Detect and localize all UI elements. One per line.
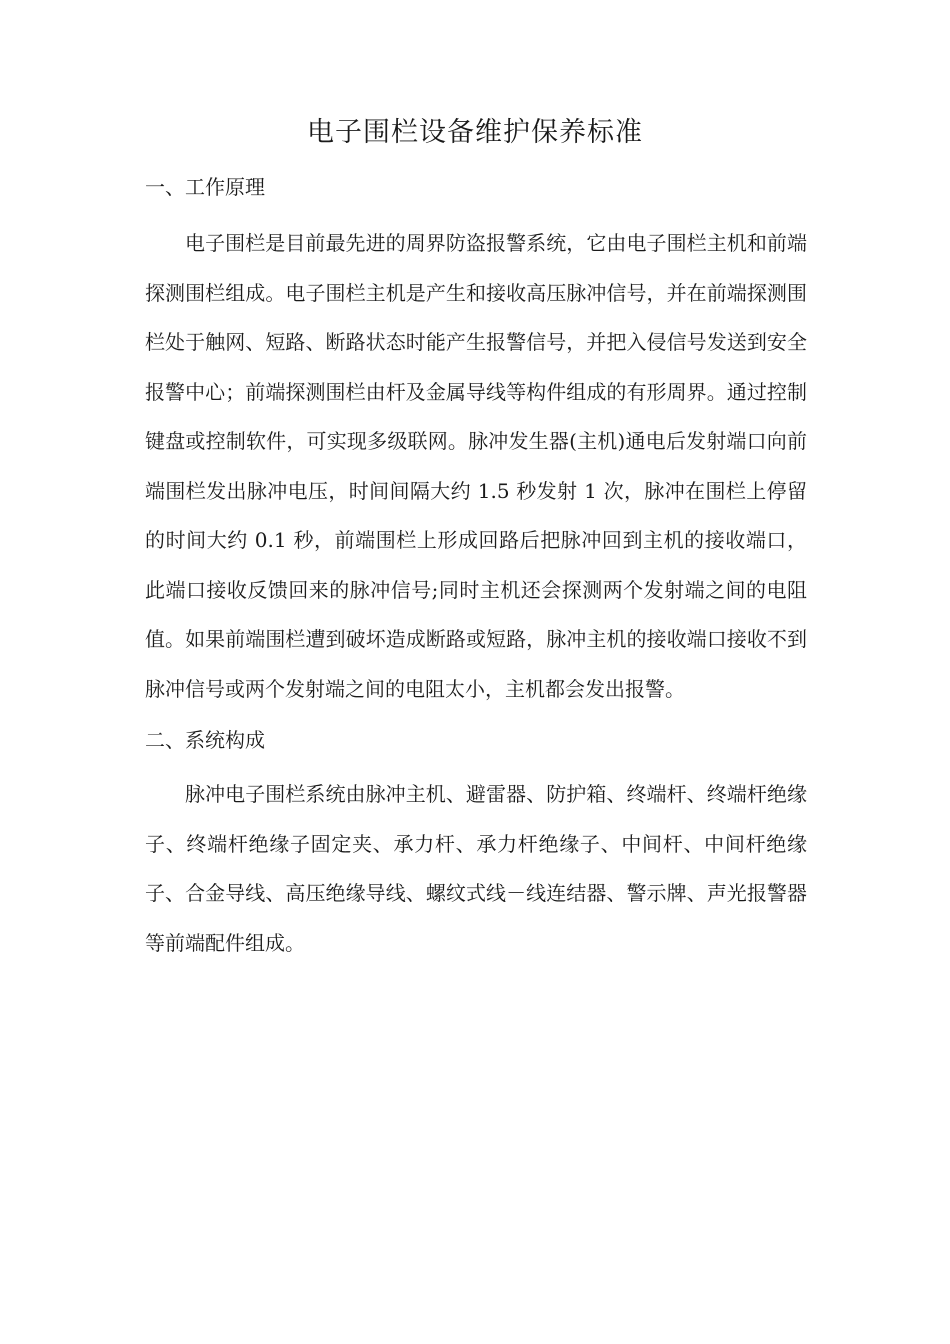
section-paragraph-working-principle: 电子围栏是目前最先进的周界防盗报警系统，它由电子围栏主机和前端探测围栏组成。电子围栏主机是产生和接收高压脉冲信号，并在前端探测围栏处于触网、短路、断路状态时能产生报警信号，并把入侵信号发送到安全报警中心；前端探测围栏由杆及金属导线等构件组成的有形周界。通过控制键盘或控制软件，可实现多级联网。脉冲发生器(主机)通电后发射端口向前端围栏发出脉冲电压，时间间隔大约 1.5 秒发射 1 次，脉冲在围栏上停留的时间大约 0.1 秒，前端围栏上形成回路后把脉冲回到主机的接收端口，此端口接收反馈回来的脉冲信号;同时主机还会探测两个发射端之间的电阻值。如果前端围栏遭到破坏造成断路或短路，脉冲主机的接收端口接收不到脉冲信号或两个发射端之间的电阻太小，主机都会发出报警。 (145, 231, 807, 701)
section-heading-working-principle: 一、工作原理 (145, 175, 265, 199)
document-title: 电子围栏设备维护保养标准 (307, 117, 643, 148)
section-paragraph-system-composition: 脉冲电子围栏系统由脉冲主机、避雷器、防护箱、终端杆、终端杆绝缘子、终端杆绝缘子固定夹、承力杆、承力杆绝缘子、中间杆、中间杆绝缘子、合金导线、高压绝缘导线、螺纹式线－线连结器、警示牌、声光报警器等前端配件组成。 (145, 782, 807, 955)
section-heading-system-composition: 二、系统构成 (145, 728, 265, 752)
document-body (145, 167, 807, 972)
